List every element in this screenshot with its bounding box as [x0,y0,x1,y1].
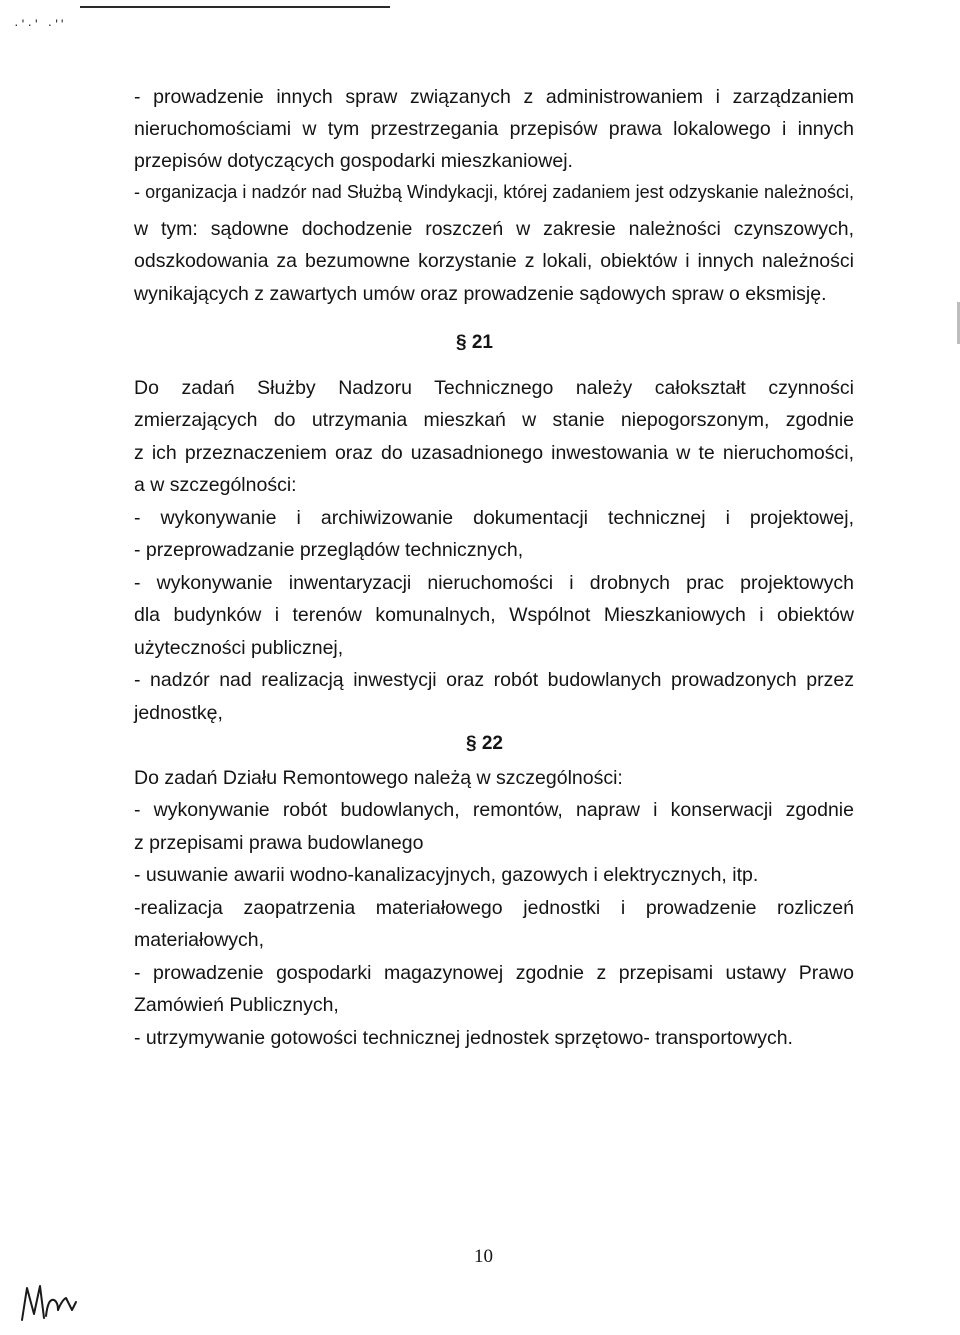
text-line: dla budynków i terenów komunalnych, Wspólnot Mieszkaniowych i obiektów [134,604,854,626]
text-line: - nadzór nad realizacją inwestycji oraz robót budowlanych prowadzonych przez [134,669,854,691]
text-line: z ich przeznaczeniem oraz do uzasadnionego inwestowania w te nieruchomości, [134,442,854,464]
page-number: 10 [474,1246,493,1267]
text-line: Do zadań Działu Remontowego należą w szczególności: [134,767,623,789]
scan-edge-marks: ·'·' ·'' [14,16,67,32]
text-line: Zamówień Publicznych, [134,994,339,1016]
text-line: - prowadzenie innych spraw związanych z administrowaniem i zarządzaniem [134,86,854,108]
text-line: wynikających z zawartych umów oraz prowadzenie sądowych spraw o eksmisję. [134,283,827,305]
text-line: -realizacja zaopatrzenia materiałowego jednostki i prowadzenie rozliczeń [134,897,854,919]
text-line: - organizacja i nadzór nad Służbą Windykacji, której zadaniem jest odzyskanie należności, [134,182,854,202]
text-line: - utrzymywanie gotowości technicznej jednostek sprzętowo- transportowych. [134,1027,793,1049]
handwritten-signature [18,1276,98,1331]
section-heading-22: § 22 [466,733,503,754]
text-line: użyteczności publicznej, [134,637,344,659]
text-line: - wykonywanie inwentaryzacji nieruchomości i drobnych prac projektowych [134,572,854,594]
scan-border-line [80,6,390,8]
text-line: a w szczególności: [134,474,297,496]
text-line: Do zadań Służby Nadzoru Technicznego należy całokształt czynności [134,377,854,399]
text-line: w tym: sądowne dochodzenie roszczeń w zakresie należności czynszowych, [134,218,854,240]
text-line: - przeprowadzanie przeglądów technicznych, [134,539,524,561]
text-line: - prowadzenie gospodarki magazynowej zgodnie z przepisami ustawy Prawo [134,962,854,984]
text-line: - wykonywanie i archiwizowanie dokumentacji technicznej i projektowej, [134,507,854,529]
text-line: - wykonywanie robót budowlanych, remontów, napraw i konserwacji zgodnie [134,799,854,821]
text-line: - usuwanie awarii wodno-kanalizacyjnych, gazowych i elektrycznych, itp. [134,864,759,886]
text-line: przepisów dotyczących gospodarki mieszkaniowej. [134,150,573,172]
text-line: materiałowych, [134,929,265,951]
text-line: z przepisami prawa budowlanego [134,832,424,854]
text-line: zmierzających do utrzymania mieszkań w stanie niepogorszonym, zgodnie [134,409,854,431]
text-line: odszkodowania za bezumowne korzystanie z lokali, obiektów i innych należności [134,250,854,272]
text-line: jednostkę, [134,702,223,724]
text-line: nieruchomościami w tym przestrzegania przepisów prawa lokalowego i innych [134,118,854,140]
section-heading-21: § 21 [456,332,493,353]
